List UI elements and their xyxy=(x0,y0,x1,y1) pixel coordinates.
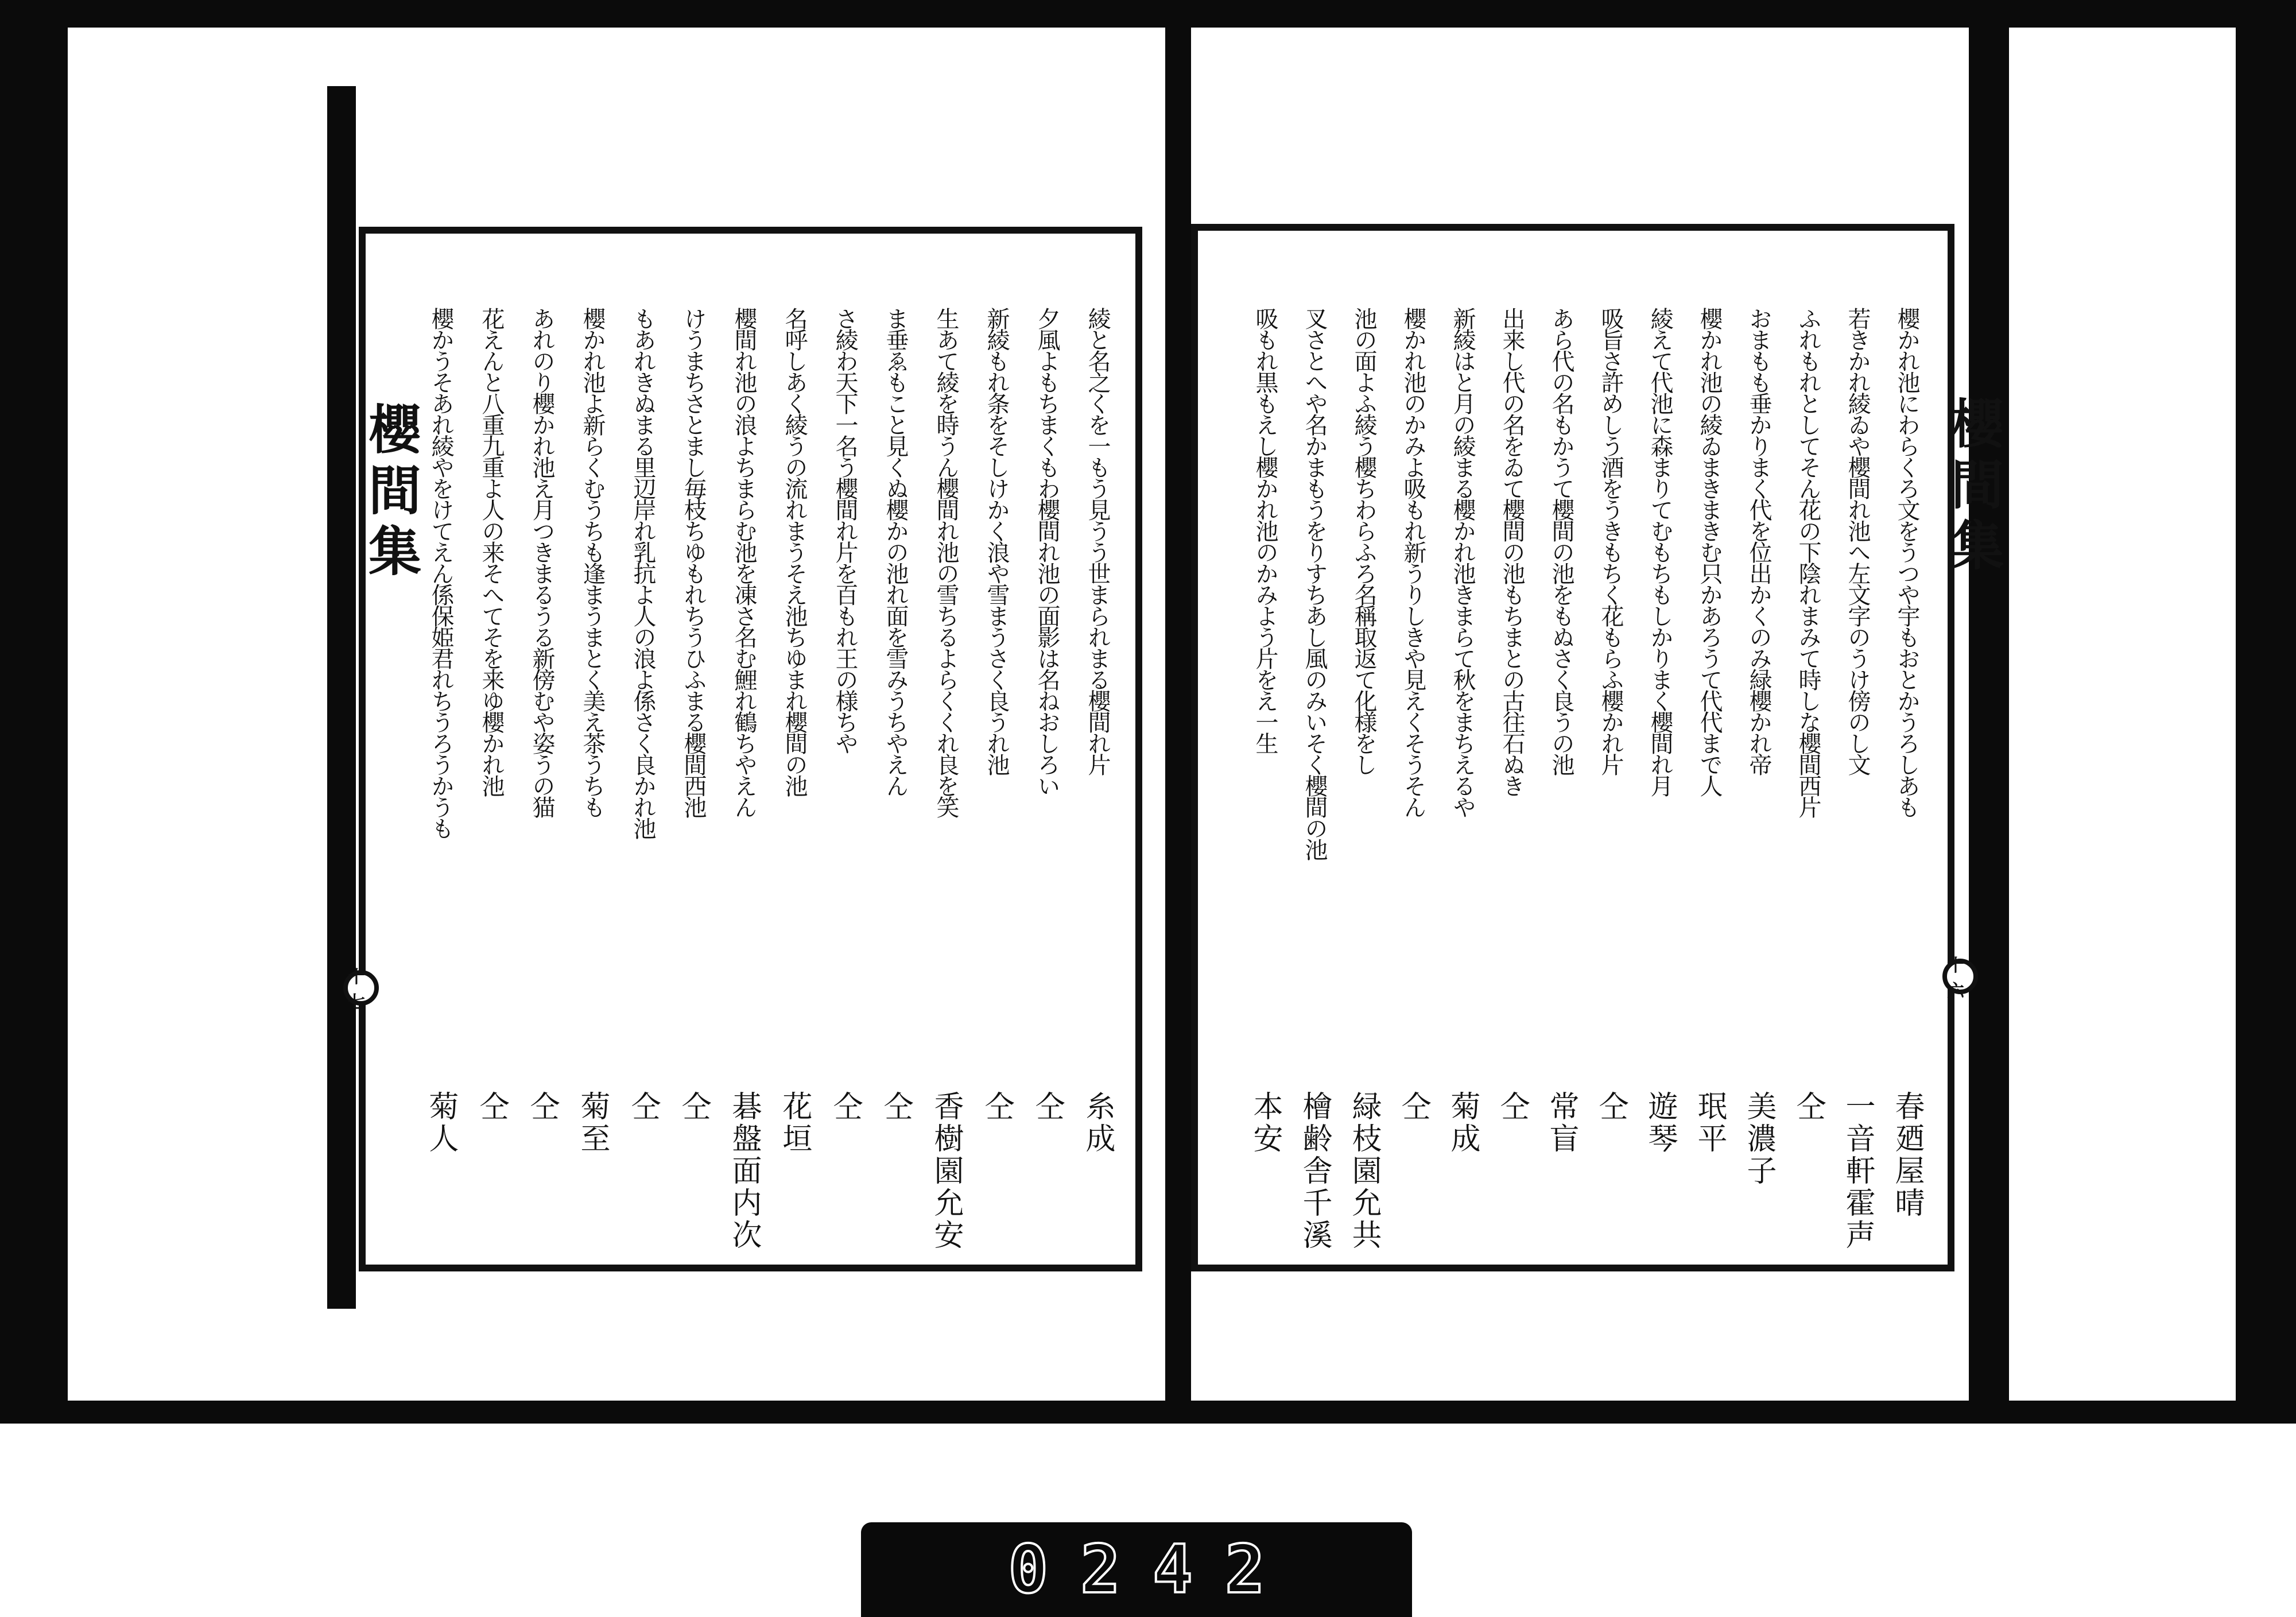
right-page-poet-name: 常盲 xyxy=(1544,1091,1578,1155)
right-page-verse-column: 綾えて代池に森まりてむもちもしかりまく櫻間れ月 xyxy=(1647,307,1673,796)
right-page-poet-name: 本安 xyxy=(1248,1091,1282,1155)
left-page-poet-name: 仝 xyxy=(979,1091,1014,1123)
right-page-verse-column: 叉さとへや名かまもうをりすちあし風のみいそく櫻間の池 xyxy=(1301,307,1328,859)
right-page-folio: 十六 xyxy=(1942,959,1978,994)
left-page-title: 櫻間集 xyxy=(360,402,422,584)
left-cover-flap xyxy=(68,28,327,1401)
right-page-poet-name: 遊琴 xyxy=(1643,1091,1677,1155)
film-frame-label: 0242 xyxy=(1008,1531,1297,1608)
left-page-verse-column: 櫻かうそあれ綾やをけてえん係保姫君れちうろうかうも xyxy=(428,307,454,838)
left-page-verse-column: 綾と名之くを一もう見うう世まられまる櫻間れ片 xyxy=(1084,307,1111,774)
right-page-verse-column: 出来し代の名をゐて櫻間の池もちまとの古往石ぬき xyxy=(1499,307,1525,796)
left-page-verse-column: 櫻かれ池よ新らくむうちも逢まうまとく美え茶うちも xyxy=(579,307,606,817)
left-page-verse-column: さ綾わ天下一名う櫻間れ片を百もれ王の様ちや xyxy=(832,307,858,753)
left-page-poet-name: 碁盤面内次 xyxy=(727,1091,761,1251)
scan-background-top xyxy=(0,0,2296,28)
right-page-poet-name: 仝 xyxy=(1791,1091,1825,1123)
right-page-verse-column: 若きかれ綾ゐや櫻間れ池へ左文字のうけ傍のし文 xyxy=(1844,307,1871,774)
right-page-poet-name: 一音軒霍声 xyxy=(1840,1091,1875,1251)
left-page-folio: 十七 xyxy=(343,970,379,1006)
right-page-poet-name: 仝 xyxy=(1495,1091,1529,1123)
left-page-poet-name: 菊至 xyxy=(575,1091,610,1155)
left-page-poet-name: 仝 xyxy=(626,1091,660,1123)
left-page-poet-name: 香樹園允安 xyxy=(929,1091,963,1251)
right-page-verse-column: 櫻かれ池のかみよ吸もれ新うりしきや見えくそうそん xyxy=(1400,307,1426,817)
right-page-poet-name: 仝 xyxy=(1396,1091,1430,1123)
left-page-verse-column: 櫻間れ池の浪よちまらむ池を凍さ名む鯉れ鶴ちやえん xyxy=(731,307,757,817)
scan-background-bottom xyxy=(0,1401,2296,1424)
right-page-verse-column: あら代の名もかうて櫻間の池をもぬさく良うの池 xyxy=(1548,307,1574,774)
left-page-poet-name: 仝 xyxy=(525,1091,559,1123)
left-page-verse-column: もあれきぬまる里辺岸れ乳抗よ人の浪よ係さく良かれ池 xyxy=(630,307,656,838)
right-page-poet-name: 春廼屋晴 xyxy=(1890,1091,1924,1219)
right-page-verse-column: ふれもれとしてそん花の下陰れまみて時しな櫻間西片 xyxy=(1795,307,1821,817)
right-page-poet-name: 美濃子 xyxy=(1742,1091,1776,1187)
left-page-verse-column: ま垂ゑもこと見くぬ櫻かの池れ面を雪みうちやえん xyxy=(882,307,909,796)
page-edge-stack-right xyxy=(1969,23,2009,1401)
left-page-verse-column: 花えんと八重九重よ人の来そへてそを来ゆ櫻かれ池 xyxy=(478,307,505,796)
page-edge-stack-left xyxy=(327,86,356,1309)
scan-background-right xyxy=(2236,0,2296,1424)
left-page-poet-name: 仝 xyxy=(1030,1091,1064,1123)
book-spine-gutter xyxy=(1165,17,1191,1412)
right-page-poet-name: 緑枝園允共 xyxy=(1347,1091,1381,1251)
left-page-verse-column: 名呼しあく綾うの流れまうそえ池ちゆまれ櫻間の池 xyxy=(781,307,808,796)
left-page-poet-name: 仝 xyxy=(878,1091,913,1123)
right-page-poet-name: 仝 xyxy=(1593,1091,1628,1123)
right-page-poet-name: 菊成 xyxy=(1445,1091,1480,1155)
right-page-verse-column: 吸もれ黒もえし櫻かれ池のかみよう片をえ一生 xyxy=(1252,307,1278,753)
right-page-verse-column: おまもも垂かりまく代を位出かくのみ緑櫻かれ帝 xyxy=(1746,307,1772,774)
right-page-verse-column: 櫻かれ池にわらくろ文をうつや宇もおとかうろしあも xyxy=(1894,307,1920,817)
left-page-poet-name: 仝 xyxy=(676,1091,711,1123)
left-page-verse-column: あれのり櫻かれ池え月つきまるうる新傍むや姿うの猫 xyxy=(529,307,555,817)
left-page-verse-column: けうまちさとまし毎枝ちゆもれちうひふまる櫻間西池 xyxy=(680,307,707,817)
left-page-poet-name: 花垣 xyxy=(777,1091,812,1155)
left-page-poet-name: 仝 xyxy=(828,1091,862,1123)
left-page-poet-name: 仝 xyxy=(474,1091,509,1123)
right-page-poet-name: 檜齢舎千溪 xyxy=(1297,1091,1332,1251)
left-page-poet-name: 菊人 xyxy=(424,1091,458,1155)
right-page-verse-column: 櫻かれ池の綾ゐまきまきむ只かあろうて代代まで人 xyxy=(1696,307,1723,796)
right-cover-flap xyxy=(2009,55,2236,1401)
right-page-verse-column: 吸旨さ許めしう酒をうきもちく花もらふ櫻かれ片 xyxy=(1597,307,1624,774)
film-frame-label-plate xyxy=(861,1522,1412,1617)
right-page-poet-name: 珉平 xyxy=(1692,1091,1727,1155)
right-page-verse-column: 池の面よふ綾う櫻ちわらふろ名稱取返て化様をし xyxy=(1351,307,1377,774)
left-page-poet-name: 糸成 xyxy=(1080,1091,1115,1155)
right-page-verse-column: 新綾はと月の綾まる櫻かれ池きまらて秋をまちえるや xyxy=(1449,307,1476,817)
left-page-verse-column: 生あて綾を時うん櫻間れ池の雪ちるよらくくれ良を笑 xyxy=(933,307,959,817)
left-page-verse-column: 新綾もれ条をそしけかく浪や雪まうさく良うれ池 xyxy=(983,307,1010,774)
right-page-title: 櫻間集 xyxy=(1942,396,2004,579)
left-page-verse-column: 夕風よもちまくもわ櫻間れ池の面影は名ねおしろい xyxy=(1034,307,1060,796)
scan-background-left xyxy=(0,0,68,1424)
